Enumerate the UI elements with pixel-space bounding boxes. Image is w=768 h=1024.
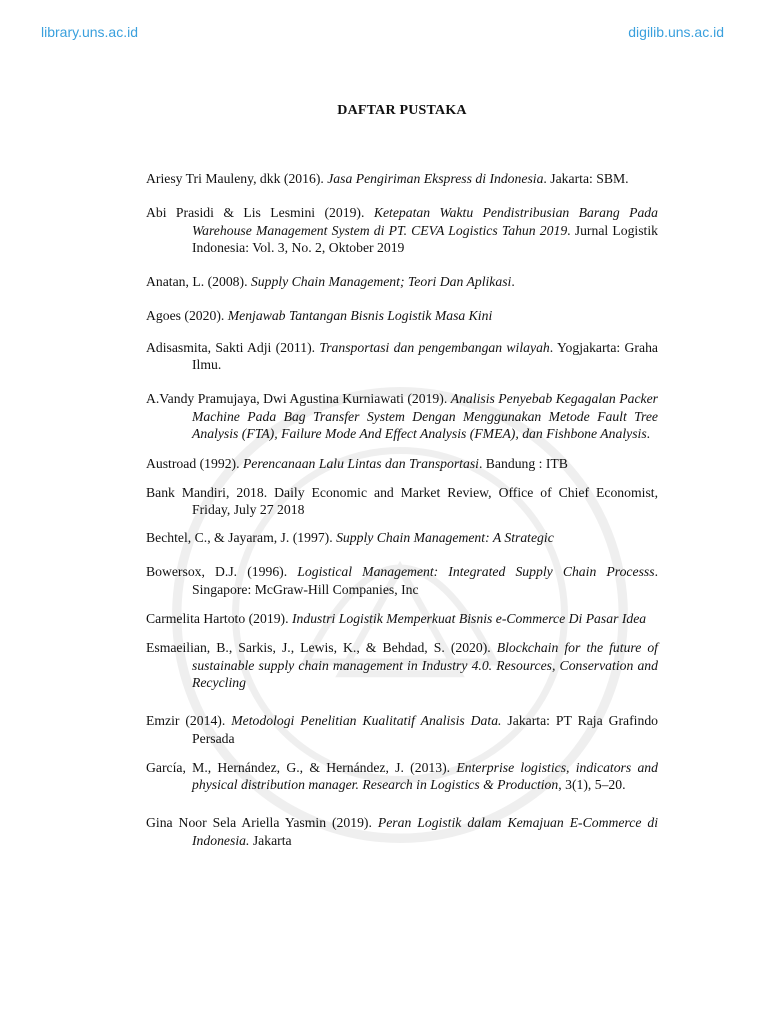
reference-item: Gina Noor Sela Ariella Yasmin (2019). Peran Logistik dalam Kemajuan E-Commerce di Indonesia. Jakarta bbox=[146, 815, 658, 848]
reference-item: García, M., Hernández, G., & Hernández, J. (2013). Enterprise logistics, indicators and physical distribution manager. Research in Logistics & Production, 3(1), 5–20. bbox=[146, 759, 658, 793]
reference-item: Carmelita Hartoto (2019). Industri Logistik Memperkuat Bisnis e-Commerce Di Pasar Idea bbox=[146, 611, 647, 627]
digilib-link[interactable]: digilib.uns.ac.id bbox=[628, 24, 724, 40]
reference-item: Anatan, L. (2008). Supply Chain Management; Teori Dan Aplikasi. bbox=[146, 274, 515, 290]
reference-item: Bechtel, C., & Jayaram, J. (1997). Supply Chain Management: A Strategic bbox=[146, 530, 554, 546]
reference-item: Bank Mandiri, 2018. Daily Economic and Market Review, Office of Chief Economist, Friday, July 27 2018 bbox=[146, 484, 658, 517]
reference-item: Ariesy Tri Mauleny, dkk (2016). Jasa Pengiriman Ekspress di Indonesia. Jakarta: SBM. bbox=[146, 171, 629, 186]
reference-item: Bowersox, D.J. (1996). Logistical Management: Integrated Supply Chain Processs. Singapore: McGraw-Hill Companies, Inc bbox=[146, 564, 658, 597]
library-link[interactable]: library.uns.ac.id bbox=[41, 24, 139, 40]
reference-item: Esmaeilian, B., Sarkis, J., Lewis, K., & Behdad, S. (2020). Blockchain for the future of sustainable supply chain management in Industry 4.0. Resources, Conservation and Recycling bbox=[146, 640, 658, 690]
reference-list bbox=[146, 170, 658, 849]
reference-item: Emzir (2014). Metodologi Penelitian Kualitatif Analisis Data. Jakarta: PT Raja Grafindo Persada bbox=[146, 713, 659, 746]
page-title: DAFTAR PUSTAKA bbox=[337, 103, 467, 118]
reference-item: Abi Prasidi & Lis Lesmini (2019). Ketepatan Waktu Pendistribusian Barang Pada Warehouse Management System di PT. CEVA Logistics Tahun 2019. Jurnal Logistik Indonesia: Vol. 3, No. 2, Oktober 2019 bbox=[146, 205, 659, 255]
reference-item: Austroad (1992). Perencanaan Lalu Lintas dan Transportasi. Bandung : ITB bbox=[146, 456, 568, 472]
reference-item: A.Vandy Pramujaya, Dwi Agustina Kurniawati (2019). Analisis Penyebab Kegagalan Packer Machine Pada Bag Transfer System Dengan Menggunakan Metode Fault Tree Analysis (FTA), Failure Mode And Effect Analysis (FMEA), dan Fishbone Analysis. bbox=[146, 391, 658, 441]
reference-item: Adisasmita, Sakti Adji (2011). Transportasi dan pengembangan wilayah. Yogjakarta: Graha Ilmu. bbox=[146, 339, 658, 373]
reference-item: Agoes (2020). Menjawab Tantangan Bisnis Logistik Masa Kini bbox=[146, 308, 493, 324]
